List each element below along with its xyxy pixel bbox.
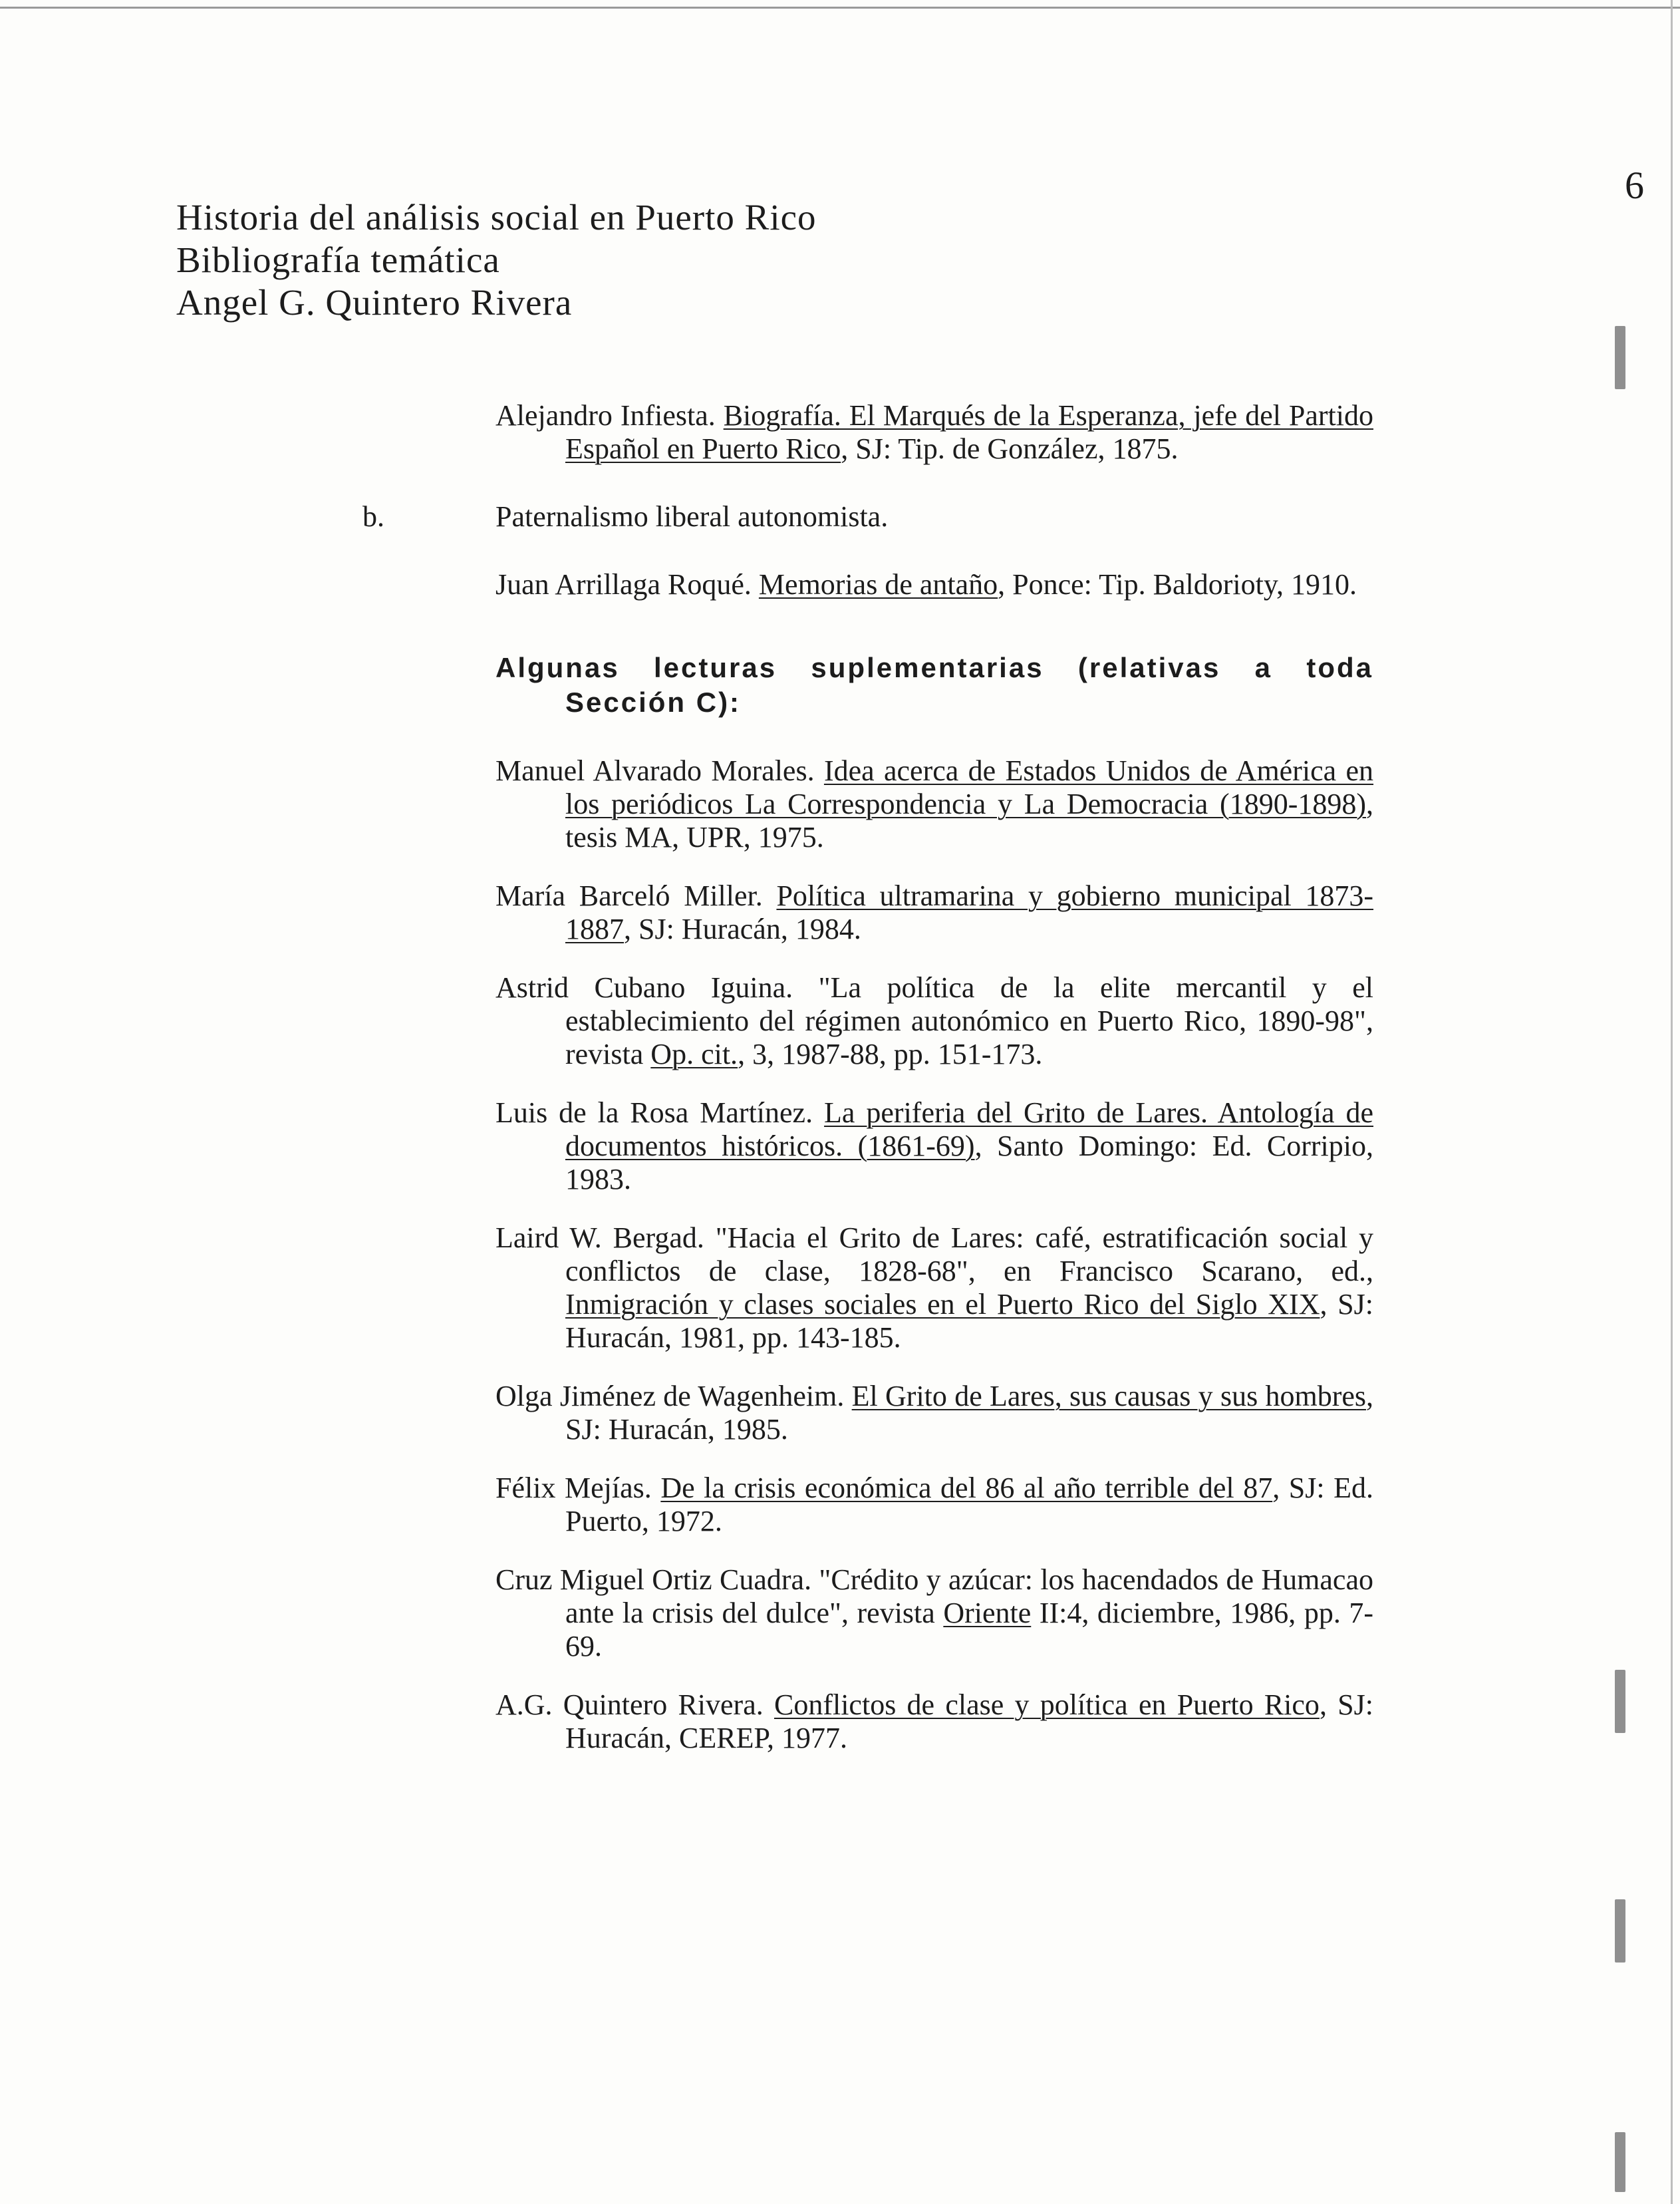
bib-entry [495,1096,1373,1196]
scan-top-edge [0,7,1680,9]
binder-hole-mark [1615,1670,1625,1733]
scan-right-edge [1671,0,1673,2204]
bib-author: Olga Jiménez de Wagenheim. [495,1380,845,1412]
page-header [176,196,817,324]
bib-author: Astrid Cubano Iguina. [495,971,793,1004]
bib-title: Inmigración y clases sociales en el Puerto Rico del Siglo XIX [565,1288,1320,1321]
bib-entry [495,879,1373,946]
bib-publication: II:4, diciembre, 1986, pp. 7-69. [565,1597,1373,1662]
bib-title: Conflictos de clase y política en Puerto Rico [773,1688,1320,1721]
section-title: Paternalismo liberal autonomista. [495,500,889,533]
bib-title: Op. cit. [650,1038,738,1070]
bib-author: Félix Mejías. [495,1472,652,1504]
bib-entry [495,754,1373,854]
supplementary-list [495,754,1373,1755]
bib-author: Juan Arrillaga Roqué. [495,568,752,601]
bib-author: Cruz Miguel Ortiz Cuadra. [495,1563,812,1596]
bib-title: De la crisis económica del 86 al año terrible del 87 [660,1472,1273,1504]
page-number: 6 [1625,164,1644,207]
bib-title: La periferia del Grito de Lares. Antología de documentos históricos. (1861-69) [565,1096,1373,1162]
section-b [362,500,1373,534]
bib-publication: , tesis MA, UPR, 1975. [565,788,1373,854]
bib-title: El Grito de Lares, sus causas y sus hombres [851,1380,1367,1412]
bib-publication: , SJ: Tip. de González, 1875. [841,432,1179,465]
bib-pre: "La política de la elite mercantil y el establecimiento del régimen autonómico en Puerto Rico, 1890-98", revista [565,971,1374,1070]
header-subtitle: Bibliografía temática [176,239,500,280]
bib-title: Idea acerca de Estados Unidos de América en los periódicos La Correspondencia y La Democracia (1890-1898) [565,754,1374,820]
bib-entry-infiesta [495,399,1373,466]
bibliography-body [362,399,1374,1755]
bib-publication: , 3, 1987-88, pp. 151-173. [738,1038,1043,1070]
bib-title: Política ultramarina y gobierno municipal 1873-1887 [565,879,1374,945]
bib-author: Alejandro Infiesta. [495,399,716,432]
bib-author: A.G. Quintero Rivera. [495,1688,764,1721]
bib-publication: , SJ: Huracán, CEREP, 1977. [565,1688,1373,1754]
bib-publication: , SJ: Huracán, 1984. [624,913,861,945]
bib-entry [495,1221,1373,1354]
bib-entry [495,971,1373,1071]
bib-author: Laird W. Bergad. [495,1221,704,1254]
binder-hole-mark [1615,1899,1625,1963]
bib-author: Luis de la Rosa Martínez. [495,1096,813,1129]
supplementary-heading: Algunas lecturas suplementarias (relativas a toda Sección C): [495,652,1373,718]
bib-publication: , SJ: Huracán, 1985. [565,1380,1374,1446]
bib-publication: , Santo Domingo: Ed. Corripio, 1983. [565,1130,1373,1195]
bib-publication: , SJ: Ed. Puerto, 1972. [565,1472,1374,1537]
bib-entry [495,1563,1373,1663]
bib-pre: "Hacia el Grito de Lares: café, estratificación social y conflictos de clase, 1828-68", en Francisco Scarano, ed., [565,1221,1373,1287]
bib-title: Oriente [943,1597,1032,1629]
bib-title: Memorias de antaño [758,568,998,601]
bib-pre: "Crédito y azúcar: los hacendados de Humacao ante la crisis del dulce", revista [565,1563,1373,1629]
bib-title: Biografía. El Marqués de la Esperanza, jefe del Partido Español en Puerto Rico [565,399,1373,465]
section-letter: b. [362,500,384,533]
bib-publication: , Ponce: Tip. Baldorioty, 1910. [998,568,1357,601]
bib-author: Manuel Alvarado Morales. [495,754,815,787]
header-course-title: Historia del análisis social en Puerto Rico [176,197,817,237]
binder-hole-mark [1615,2132,1625,2192]
bib-entry [495,1472,1373,1538]
header-author: Angel G. Quintero Rivera [176,282,573,323]
bib-publication: , SJ: Huracán, 1981, pp. 143-185. [565,1288,1373,1354]
bib-author: María Barceló Miller. [495,879,763,912]
bib-entry [495,1380,1373,1446]
binder-hole-mark [1615,326,1625,389]
bib-entry [495,1688,1373,1755]
bib-entry-arrillaga [495,568,1373,601]
